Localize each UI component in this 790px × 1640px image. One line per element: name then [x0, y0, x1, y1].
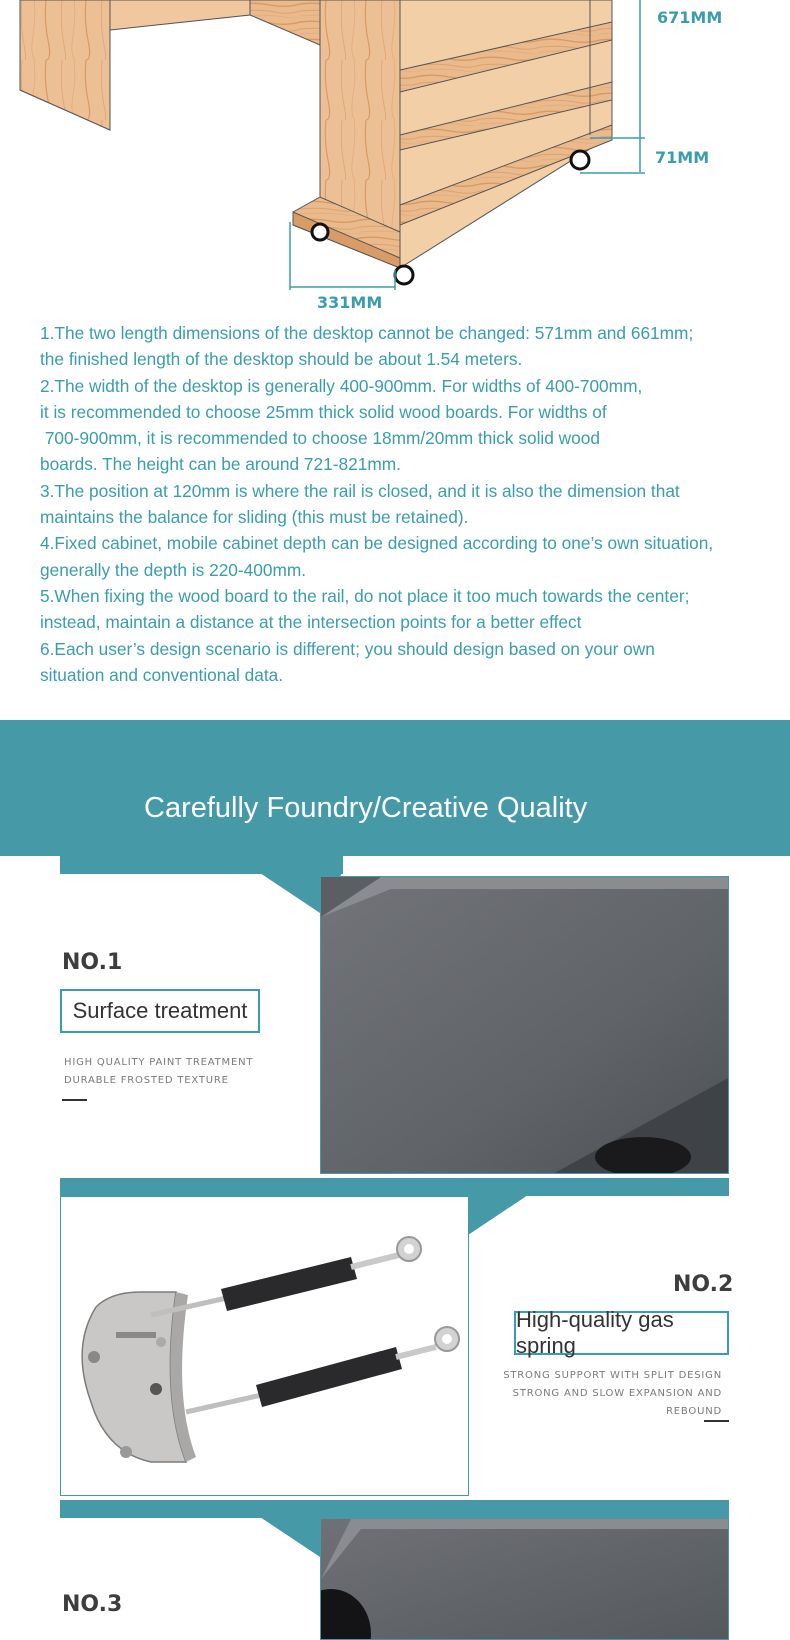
surface-photo	[320, 876, 729, 1174]
feature-1-line-2: DURABLE FROSTED TEXTURE	[64, 1075, 229, 1086]
feature-2-number: NO.2	[673, 1272, 734, 1297]
feature-1-number: NO.1	[62, 950, 123, 975]
feature-2-dash	[704, 1420, 729, 1422]
feature-1-title: Surface treatment	[60, 989, 260, 1033]
feature-1-line-1: HIGH QUALITY PAINT TREATMENT	[64, 1057, 254, 1068]
gas-spring-photo	[60, 1196, 469, 1496]
design-notes	[40, 320, 780, 688]
feature-3-image	[321, 1519, 729, 1640]
feature-2-line-2: STRONG AND SLOW EXPANSION AND REBOUND	[512, 1388, 722, 1417]
furniture-illustration	[0, 0, 790, 312]
feature-2-desc	[462, 1367, 722, 1421]
note-4: 4.Fixed cabinet, mobile cabinet depth can be designed according to one’s own situation, generally the depth is 220-400mm.	[40, 533, 714, 580]
feature-2-band	[60, 1178, 729, 1196]
feature-1-desc	[64, 1054, 253, 1090]
note-2: 2.The width of the desktop is generally 400-900mm. For widths of 400-700mm, it is recommended to choose 25mm thick solid wood boards. For widths of 700-900mm, it is recommended to choose 18mm/20mm thick solid wood boards. The height can be around 721-821mm.	[40, 375, 643, 475]
feature-1-band	[60, 856, 343, 874]
feature-2-line-1: STRONG SUPPORT WITH SPLIT DESIGN	[503, 1370, 722, 1381]
banner-title: Carefully Foundry/Creative Quality	[144, 792, 588, 824]
gas-spring-image	[61, 1197, 469, 1496]
note-6: 6.Each user’s design scenario is different; you should design based on your own situation and conventional data.	[40, 638, 655, 685]
feature-1-dash	[62, 1099, 87, 1101]
painted-surface-image	[321, 877, 729, 1174]
note-1: 1.The two length dimensions of the desktop cannot be changed: 571mm and 661mm; the finished length of the desktop should be about 1.54 meters.	[40, 323, 694, 370]
dimension-label-331: 331MM	[317, 293, 383, 312]
feature-3-photo	[320, 1518, 729, 1640]
feature-3-number: NO.3	[62, 1592, 123, 1617]
feature-3-band	[60, 1500, 729, 1518]
note-5: 5.When fixing the wood board to the rail, do not place it too much towards the center; instead, maintain a distance at the intersection points for a better effect	[40, 585, 690, 633]
note-3: 3.The position at 120mm is where the rail is closed, and it is also the dimension that maintains the balance for sliding (this must be retained).	[40, 480, 680, 528]
section-banner	[0, 720, 790, 856]
dimension-label-71: 71MM	[655, 148, 710, 167]
dimension-label-671: 671MM	[657, 8, 723, 27]
feature-2-title: High-quality gas spring	[514, 1311, 729, 1355]
